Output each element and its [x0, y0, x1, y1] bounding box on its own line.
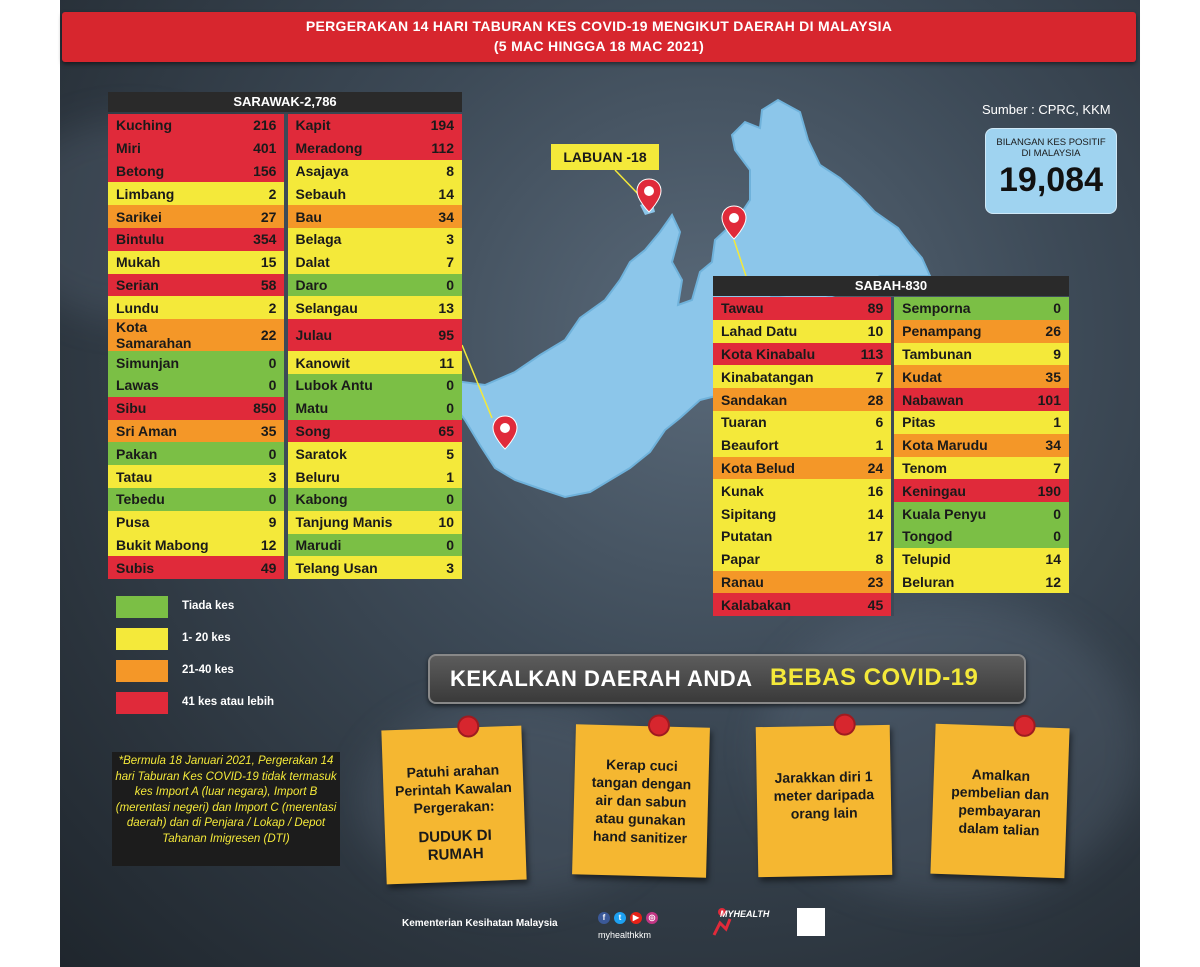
- district-cases: 8: [840, 548, 891, 571]
- district-name: Julau: [288, 319, 410, 351]
- district-cases: 65: [410, 420, 462, 443]
- district-name: Kapit: [288, 114, 410, 137]
- slogan-banner: [428, 654, 1026, 704]
- ministry-name: Kementerian Kesihatan Malaysia: [402, 918, 558, 929]
- district-row: [108, 137, 462, 160]
- district-name: Simunjan: [108, 351, 232, 374]
- district-row: [713, 479, 1069, 502]
- district-name: Sebauh: [288, 182, 410, 205]
- district-cases: 0: [232, 351, 284, 374]
- sabah-pin-icon: [721, 205, 747, 241]
- advice-text: Patuhi arahan Perintah Kawalan Pergerakan:: [394, 761, 513, 817]
- labuan-label: LABUAN -18: [551, 144, 659, 170]
- district-row: [713, 434, 1069, 457]
- district-name: Asajaya: [288, 160, 410, 183]
- district-name: Semporna: [894, 297, 1017, 320]
- district-cases: 14: [410, 182, 462, 205]
- district-cases: 49: [232, 556, 284, 579]
- district-row: [108, 511, 462, 534]
- district-name: Song: [288, 420, 410, 443]
- district-cases: 35: [1018, 365, 1069, 388]
- district-cases: 27: [232, 205, 284, 228]
- district-row: [713, 525, 1069, 548]
- district-name: Pakan: [108, 442, 232, 465]
- district-row: [713, 365, 1069, 388]
- district-row: [108, 465, 462, 488]
- district-cases: 35: [232, 420, 284, 443]
- district-row: [108, 420, 462, 443]
- district-name: Matu: [288, 397, 410, 420]
- district-row: [108, 397, 462, 420]
- push-pin-icon: [1013, 714, 1036, 737]
- district-cases: 190: [1018, 479, 1069, 502]
- district-cases: 17: [840, 525, 891, 548]
- district-name: Lawas: [108, 374, 232, 397]
- district-cases: 28: [840, 388, 891, 411]
- district-row: [713, 343, 1069, 366]
- district-name: Kinabatangan: [713, 365, 840, 388]
- district-row: [713, 593, 1069, 616]
- advice-card-distance: [756, 725, 893, 877]
- district-row: [108, 114, 462, 137]
- district-cases: 1: [840, 434, 891, 457]
- title-banner: [62, 12, 1136, 62]
- district-row: [108, 351, 462, 374]
- district-cases: 95: [410, 319, 462, 351]
- district-cases: 401: [232, 137, 284, 160]
- district-name: Daro: [288, 274, 410, 297]
- district-cases: 45: [840, 593, 891, 616]
- district-name: Lundu: [108, 296, 232, 319]
- push-pin-icon: [457, 715, 480, 738]
- district-name: Mukah: [108, 251, 232, 274]
- district-name: Penampang: [894, 320, 1017, 343]
- district-row: [108, 488, 462, 511]
- district-row: [108, 228, 462, 251]
- district-cases: 0: [410, 374, 462, 397]
- district-name: Beaufort: [713, 434, 840, 457]
- district-name: Kanowit: [288, 351, 410, 374]
- district-name: Telang Usan: [288, 556, 410, 579]
- district-cases: 0: [1018, 502, 1069, 525]
- district-name: Sandakan: [713, 388, 840, 411]
- advice-text: Amalkan pembelian dan pembayaran dalam talian: [951, 766, 1050, 839]
- sarawak-cases-table: [108, 114, 462, 579]
- title-line-2: (5 MAC HINGGA 18 MAC 2021): [493, 38, 705, 54]
- district-cases: 14: [1018, 548, 1069, 571]
- sarawak-header: SARAWAK-2,786: [108, 92, 462, 112]
- district-cases: 2: [232, 296, 284, 319]
- district-name: Sipitang: [713, 502, 840, 525]
- sabah-cases-table: [713, 297, 1069, 616]
- youtube-icon[interactable]: ▶: [630, 912, 642, 924]
- total-cases-box: [985, 128, 1117, 214]
- advice-subtext: DUDUK DI RUMAH: [418, 826, 493, 864]
- advice-text: Jarakkan diri 1 meter daripada orang lain: [773, 768, 875, 822]
- instagram-icon[interactable]: ◎: [646, 912, 658, 924]
- legend-item: [116, 692, 356, 716]
- district-name: Beluru: [288, 465, 410, 488]
- district-cases: 8: [410, 160, 462, 183]
- district-name: Sarikei: [108, 205, 232, 228]
- total-cases-value: 19,084: [999, 161, 1103, 199]
- district-name: Lubok Antu: [288, 374, 410, 397]
- district-name: Ranau: [713, 571, 840, 594]
- social-handle: myhealthkkm: [598, 930, 652, 940]
- district-name: Sri Aman: [108, 420, 232, 443]
- district-cases: 89: [840, 297, 891, 320]
- district-row: [713, 457, 1069, 480]
- district-name: Kalabakan: [713, 593, 840, 616]
- district-cases: 101: [1018, 388, 1069, 411]
- district-row: [713, 571, 1069, 594]
- district-name: Subis: [108, 556, 232, 579]
- district-name: Belaga: [288, 228, 410, 251]
- source-text: Sumber : CPRC, KKM: [982, 102, 1111, 117]
- district-cases: 12: [232, 534, 284, 557]
- district-cases: 0: [410, 534, 462, 557]
- sarawak-pin-icon: [492, 415, 518, 451]
- district-cases: 13: [410, 296, 462, 319]
- district-name: Selangau: [288, 296, 410, 319]
- district-name: Kunak: [713, 479, 840, 502]
- empty-cell: [1018, 593, 1069, 616]
- qr-code-icon[interactable]: [797, 908, 825, 936]
- district-name: Telupid: [894, 548, 1017, 571]
- empty-cell: [894, 593, 1017, 616]
- district-row: [108, 296, 462, 319]
- district-name: Putatan: [713, 525, 840, 548]
- district-name: Meradong: [288, 137, 410, 160]
- district-cases: 12: [1018, 571, 1069, 594]
- district-cases: 0: [1018, 525, 1069, 548]
- footnote: *Bermula 18 Januari 2021, Pergerakan 14 hari Taburan Kes COVID-19 tidak termasuk kes Import A (luar negara), Import B (merentasi negeri) dan Import C (merentasi daerah) dan di Penjara / Lokap / Depot Tahanan Imigresen (DTI): [112, 752, 340, 866]
- district-cases: 10: [410, 511, 462, 534]
- district-name: Kuching: [108, 114, 232, 137]
- district-name: Kabong: [288, 488, 410, 511]
- district-name: Marudi: [288, 534, 410, 557]
- push-pin-icon: [833, 713, 855, 735]
- twitter-icon[interactable]: t: [614, 912, 626, 924]
- district-name: Saratok: [288, 442, 410, 465]
- district-cases: 2: [232, 182, 284, 205]
- district-row: [108, 274, 462, 297]
- district-cases: 112: [410, 137, 462, 160]
- legend-label: 1- 20 kes: [182, 632, 231, 644]
- district-name: Bau: [288, 205, 410, 228]
- district-row: [108, 319, 462, 351]
- advice-card-online-purchase: [930, 724, 1069, 879]
- district-row: [108, 556, 462, 579]
- district-cases: 113: [840, 343, 891, 366]
- district-cases: 15: [232, 251, 284, 274]
- legend-item: [116, 596, 356, 620]
- district-row: [108, 160, 462, 183]
- district-name: Tongod: [894, 525, 1017, 548]
- district-cases: 23: [840, 571, 891, 594]
- district-name: Bintulu: [108, 228, 232, 251]
- district-cases: 9: [232, 511, 284, 534]
- district-name: Papar: [713, 548, 840, 571]
- district-cases: 0: [232, 488, 284, 511]
- district-row: [108, 182, 462, 205]
- district-name: Miri: [108, 137, 232, 160]
- district-row: [108, 442, 462, 465]
- district-cases: 26: [1018, 320, 1069, 343]
- district-cases: 0: [410, 488, 462, 511]
- district-name: Tenom: [894, 457, 1017, 480]
- legend-swatch: [116, 596, 168, 618]
- district-name: Bukit Mabong: [108, 534, 232, 557]
- legend-swatch: [116, 692, 168, 714]
- district-row: [713, 320, 1069, 343]
- sabah-header: SABAH-830: [713, 276, 1069, 296]
- legend-label: Tiada kes: [182, 600, 235, 612]
- district-cases: 1: [1018, 411, 1069, 434]
- district-cases: 14: [840, 502, 891, 525]
- district-row: [108, 374, 462, 397]
- legend-label: 21-40 kes: [182, 664, 234, 676]
- district-cases: 34: [1018, 434, 1069, 457]
- district-name: Tuaran: [713, 411, 840, 434]
- legend-item: [116, 628, 356, 652]
- district-row: [108, 251, 462, 274]
- district-name: Tanjung Manis: [288, 511, 410, 534]
- district-name: Kota Marudu: [894, 434, 1017, 457]
- district-cases: 58: [232, 274, 284, 297]
- district-cases: 7: [840, 365, 891, 388]
- district-name: Lahad Datu: [713, 320, 840, 343]
- district-name: Tawau: [713, 297, 840, 320]
- district-row: [713, 502, 1069, 525]
- district-cases: 6: [840, 411, 891, 434]
- district-name: Dalat: [288, 251, 410, 274]
- district-cases: 34: [410, 205, 462, 228]
- legend-swatch: [116, 660, 168, 682]
- district-name: Pusa: [108, 511, 232, 534]
- district-row: [713, 388, 1069, 411]
- facebook-icon[interactable]: f: [598, 912, 610, 924]
- legend-item: [116, 660, 356, 684]
- advice-card-stay-home: [381, 726, 526, 885]
- district-cases: 354: [232, 228, 284, 251]
- legend-label: 41 kes atau lebih: [182, 696, 275, 708]
- district-cases: 216: [232, 114, 284, 137]
- advice-text: Kerap cuci tangan dengan air dan sabun atau gunakan hand sanitizer: [591, 756, 692, 847]
- labuan-pin-icon: [636, 178, 662, 214]
- district-name: Beluran: [894, 571, 1017, 594]
- district-name: Tambunan: [894, 343, 1017, 366]
- myhealth-logo: [710, 905, 770, 939]
- district-cases: 7: [1018, 457, 1069, 480]
- district-cases: 16: [840, 479, 891, 502]
- district-name: Tatau: [108, 465, 232, 488]
- advice-card-wash-hands: [572, 724, 710, 877]
- district-cases: 7: [410, 251, 462, 274]
- district-row: [713, 548, 1069, 571]
- district-name: Kota Kinabalu: [713, 343, 840, 366]
- district-name: Kota Samarahan: [108, 319, 232, 351]
- district-cases: 9: [1018, 343, 1069, 366]
- push-pin-icon: [648, 714, 671, 737]
- district-name: Tebedu: [108, 488, 232, 511]
- total-cases-label: BILANGAN KES POSITIF DI MALAYSIA: [996, 137, 1106, 159]
- district-cases: 0: [410, 397, 462, 420]
- district-cases: 24: [840, 457, 891, 480]
- district-cases: 0: [410, 274, 462, 297]
- slogan-part-1: KEKALKAN DAERAH ANDA: [450, 666, 753, 691]
- district-name: Betong: [108, 160, 232, 183]
- district-cases: 0: [232, 374, 284, 397]
- district-name: Nabawan: [894, 388, 1017, 411]
- district-cases: 3: [232, 465, 284, 488]
- district-name: Keningau: [894, 479, 1017, 502]
- district-cases: 22: [232, 319, 284, 351]
- district-cases: 194: [410, 114, 462, 137]
- district-name: Pitas: [894, 411, 1017, 434]
- district-cases: 3: [410, 228, 462, 251]
- district-cases: 10: [840, 320, 891, 343]
- district-row: [108, 205, 462, 228]
- district-row: [713, 411, 1069, 434]
- district-name: Kuala Penyu: [894, 502, 1017, 525]
- district-cases: 3: [410, 556, 462, 579]
- district-cases: 11: [410, 351, 462, 374]
- legend-swatch: [116, 628, 168, 650]
- title-line-1: PERGERAKAN 14 HARI TABURAN KES COVID-19 MENGIKUT DAERAH DI MALAYSIA: [305, 18, 893, 34]
- slogan-part-2: BEBAS COVID-19: [770, 664, 979, 691]
- district-cases: 0: [232, 442, 284, 465]
- district-row: [713, 297, 1069, 320]
- district-cases: 850: [232, 397, 284, 420]
- district-cases: 1: [410, 465, 462, 488]
- myhealth-brand: MYHEALTH: [720, 909, 770, 919]
- district-cases: 5: [410, 442, 462, 465]
- district-name: Limbang: [108, 182, 232, 205]
- district-name: Serian: [108, 274, 232, 297]
- district-row: [108, 534, 462, 557]
- district-name: Kota Belud: [713, 457, 840, 480]
- district-cases: 156: [232, 160, 284, 183]
- district-name: Kudat: [894, 365, 1017, 388]
- district-name: Sibu: [108, 397, 232, 420]
- district-cases: 0: [1018, 297, 1069, 320]
